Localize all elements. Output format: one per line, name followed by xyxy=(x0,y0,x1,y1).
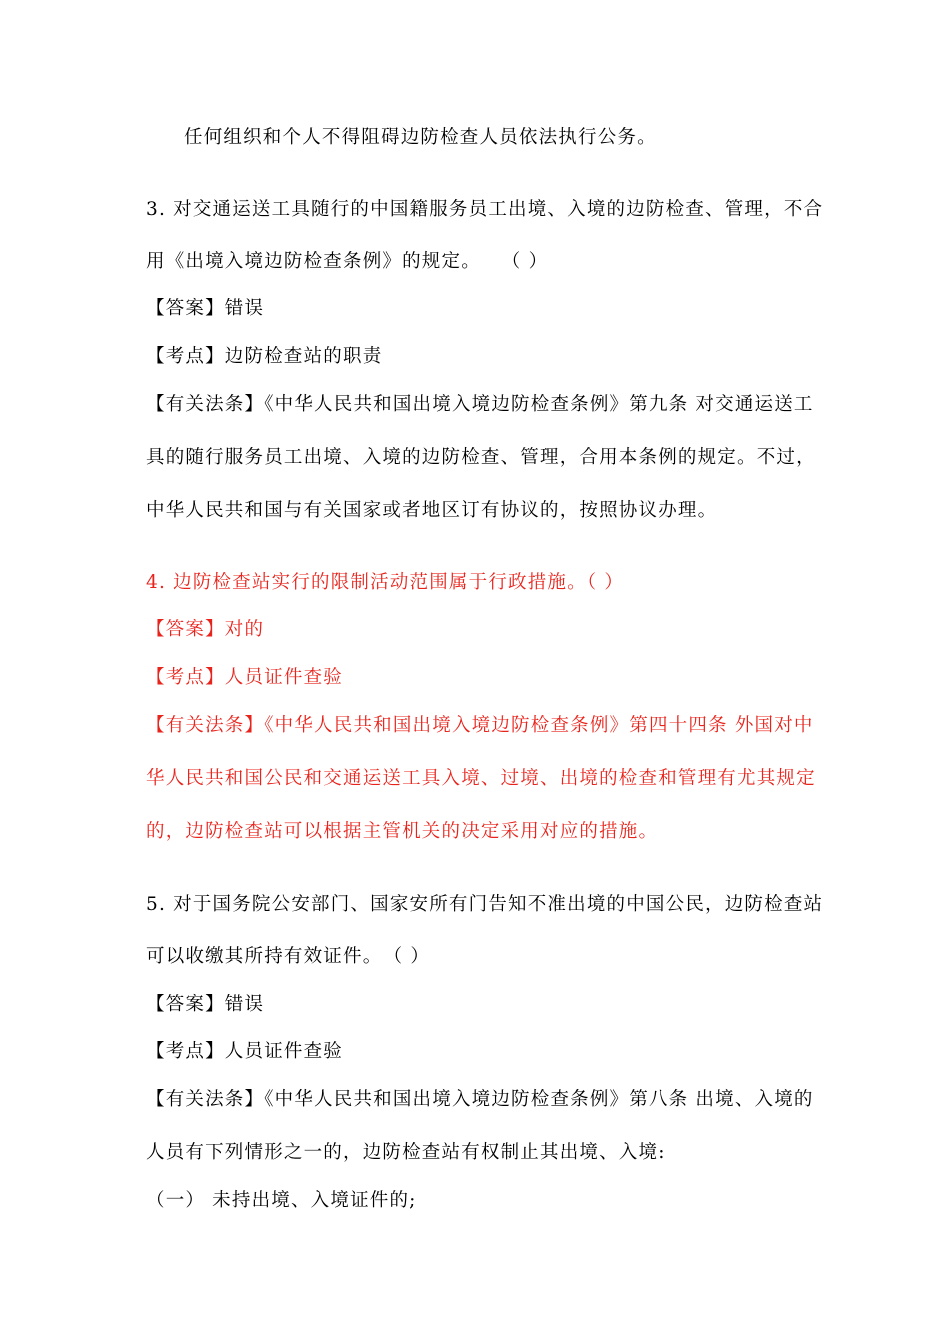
q5-law-line-3: （一） 未持出境、入境证件的; xyxy=(146,1190,417,1211)
q3-answer: 【答案】错误 xyxy=(146,298,265,319)
q4-law-line-1: 【有关法条】《中华人民共和国出境入境边防检查条例》第四十四条 外国对中 xyxy=(146,715,814,736)
q3-point: 【考点】边防检查站的职责 xyxy=(146,346,383,367)
intro-line: 任何组织和个人不得阻碍边防检查人员依法执行公务。 xyxy=(184,127,657,148)
q4-law-line-3: 的，边防检查站可以根据主管机关的决定采用对应的措施。 xyxy=(146,821,659,842)
q5-point: 【考点】人员证件查验 xyxy=(146,1041,344,1062)
q4-law-line-2: 华人民共和国公民和交通运送工具入境、过境、出境的检查和管理有尤其规定 xyxy=(146,768,816,789)
q4-point: 【考点】人员证件查验 xyxy=(146,667,344,688)
q5-question-line-2: 可以收缴其所持有效证件。 （ ） xyxy=(146,946,431,967)
q5-law-line-2: 人员有下列情形之一的，边防检查站有权制止其出境、入境: xyxy=(146,1142,666,1163)
q4-question-line-1: 4. 边防检查站实行的限制活动范围属于行政措施。（ ） xyxy=(146,572,625,593)
q5-law-line-1: 【有关法条】《中华人民共和国出境入境边防检查条例》第八条 出境、入境的 xyxy=(146,1089,814,1110)
q3-question-line-1: 3. 对交通运送工具随行的中国籍服务员工出境、入境的边防检查、管理，不合 xyxy=(146,199,824,220)
q5-question-line-1: 5. 对于国务院公安部门、国家安所有门告知不准出境的中国公民，边防检查站 xyxy=(146,894,824,915)
q3-question-line-2: 用《出境入境边防检查条例》的规定。 （ ） xyxy=(146,251,549,272)
q5-answer: 【答案】错误 xyxy=(146,994,265,1015)
q3-law-line-2: 具的随行服务员工出境、入境的边防检查、管理，合用本条例的规定。不过， xyxy=(146,447,816,468)
q4-answer: 【答案】对的 xyxy=(146,619,265,640)
q3-law-line-3: 中华人民共和国与有关国家或者地区订有协议的，按照协议办理。 xyxy=(146,500,718,521)
q3-law-line-1: 【有关法条】《中华人民共和国出境入境边防检查条例》第九条 对交通运送工 xyxy=(146,394,814,415)
